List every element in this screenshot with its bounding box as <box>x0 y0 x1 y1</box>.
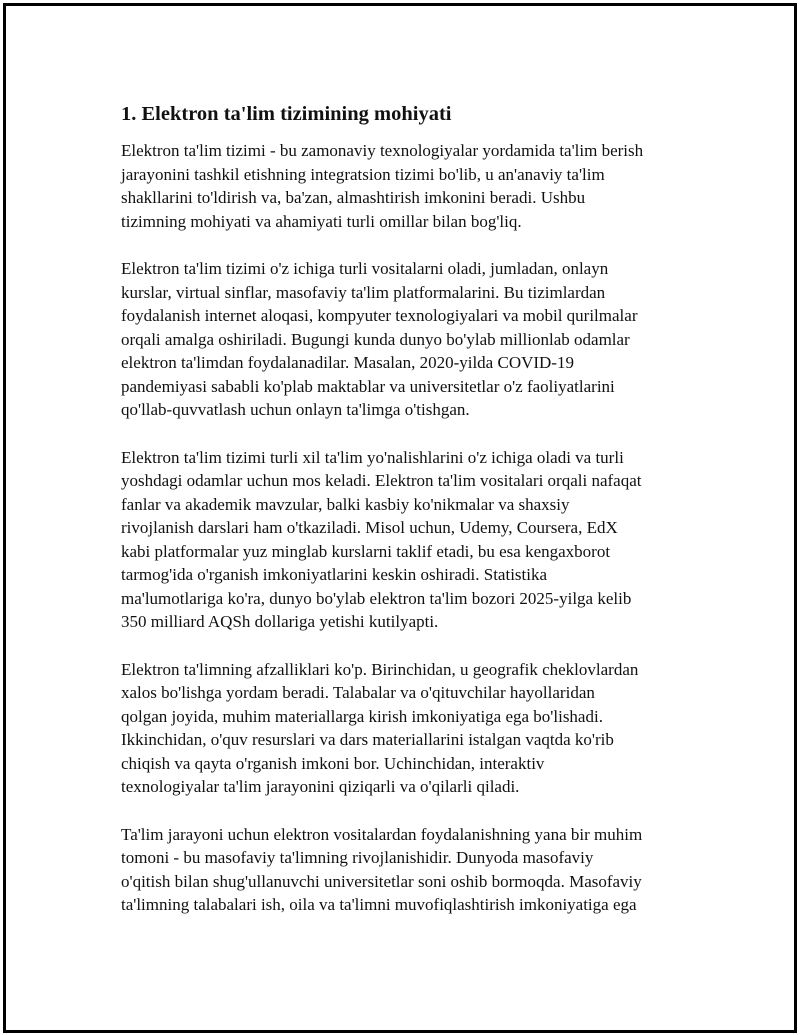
paragraph <box>121 446 701 634</box>
text-line: texnologiyalar ta'lim jarayonini qiziqarli va o'qilarli qiladi. <box>121 777 520 796</box>
text-line: qolgan joyida, muhim materiallarga kirish imkoniyatiga ega bo'lishadi. <box>121 706 603 726</box>
text-line: chiqish va qayta o'rganish imkoni bor. Uchinchidan, interaktiv <box>121 753 545 773</box>
text-line: foydalanish internet aloqasi, kompyuter texnologiyalari va mobil qurilmalar <box>121 306 638 325</box>
text-line: xalos bo'lishga yordam beradi. Talabalar va o'qituvchilar hayollaridan <box>121 683 595 702</box>
text-line: 350 milliard AQSh dollariga yetishi kutilyapti. <box>121 612 439 631</box>
section-title: 1. Elektron ta'lim tizimining mohiyati <box>121 103 452 125</box>
text-line: rivojlanish darslari ham o'tkaziladi. Misol uchun, Udemy, Coursera, EdX <box>121 518 618 537</box>
text-line: Elektron ta'lim tizimi turli xil ta'lim yo'nalishlarini o'z ichiga oladi va turli <box>121 447 624 467</box>
text-line: Ikkinchidan, o'quv resurslari va dars materiallarini istalgan vaqtda ko'rib <box>121 730 614 749</box>
paragraph <box>121 658 701 799</box>
text-line: tomoni - bu masofaviy ta'limning rivojlanishidir. Dunyoda masofaviy <box>121 848 594 867</box>
text-line: shakllarini to'ldirish va, ba'zan, almashtirish imkonini beradi. Ushbu <box>121 188 586 207</box>
text-line: elektron ta'limdan foydalanadilar. Masalan, 2020-yilda COVID-19 <box>121 353 574 372</box>
text-line: tarmog'ida o'rganish imkoniyatlarini keskin oshiradi. Statistika <box>121 565 548 584</box>
page-frame <box>3 3 797 1033</box>
text-line: o'qitish bilan shug'ullanuvchi universitetlar soni oshib bormoqda. Masofaviy <box>121 871 642 891</box>
text-line: pandemiyasi sababli ko'plab maktablar va universitetlar o'z faoliyatlarini <box>121 376 615 396</box>
paragraph <box>121 139 701 233</box>
paragraph-list <box>121 139 701 917</box>
document-body <box>121 101 701 941</box>
text-line: ma'lumotlariga ko'ra, dunyo bo'ylab elektron ta'lim bozori 2025-yilga kelib <box>121 588 632 608</box>
text-line: Ta'lim jarayoni uchun elektron vositalardan foydalanishning yana bir muhim <box>121 824 643 844</box>
text-line: Elektron ta'lim tizimi o'z ichiga turli vositalarni oladi, jumladan, onlayn <box>121 259 609 278</box>
text-line: kabi platformalar yuz minglab kurslarni taklif etadi, bu esa kengaxborot <box>121 541 611 561</box>
text-line: orqali amalga oshiriladi. Bugungi kunda dunyo bo'ylab millionlab odamlar <box>121 329 630 349</box>
text-line: Elektron ta'lim tizimi - bu zamonaviy texnologiyalar yordamida ta'lim berish <box>121 141 644 160</box>
text-line: fanlar va akademik mavzular, balki kasbiy ko'nikmalar va shaxsiy <box>121 494 570 514</box>
text-line: ta'limning talabalari ish, oila va ta'limni muvofiqlashtirish imkoniyatiga ega <box>121 895 637 914</box>
paragraph <box>121 823 701 917</box>
text-line: yoshdagi odamlar uchun mos keladi. Elektron ta'lim vositalari orqali nafaqat <box>121 471 642 490</box>
text-line: kurslar, virtual sinflar, masofaviy ta'lim platformalarini. Bu tizimlardan <box>121 282 606 302</box>
text-line: jarayonini tashkil etishning integratsion tizimi bo'lib, u an'anaviy ta'lim <box>121 164 605 184</box>
text-line: Elektron ta'limning afzalliklari ko'p. Birinchidan, u geografik cheklovlardan <box>121 659 639 679</box>
paragraph <box>121 257 701 422</box>
text-line: qo'llab-quvvatlash uchun onlayn ta'limga o'tishgan. <box>121 400 470 419</box>
text-line: tizimning mohiyati va ahamiyati turli omillar bilan bog'liq. <box>121 211 522 231</box>
